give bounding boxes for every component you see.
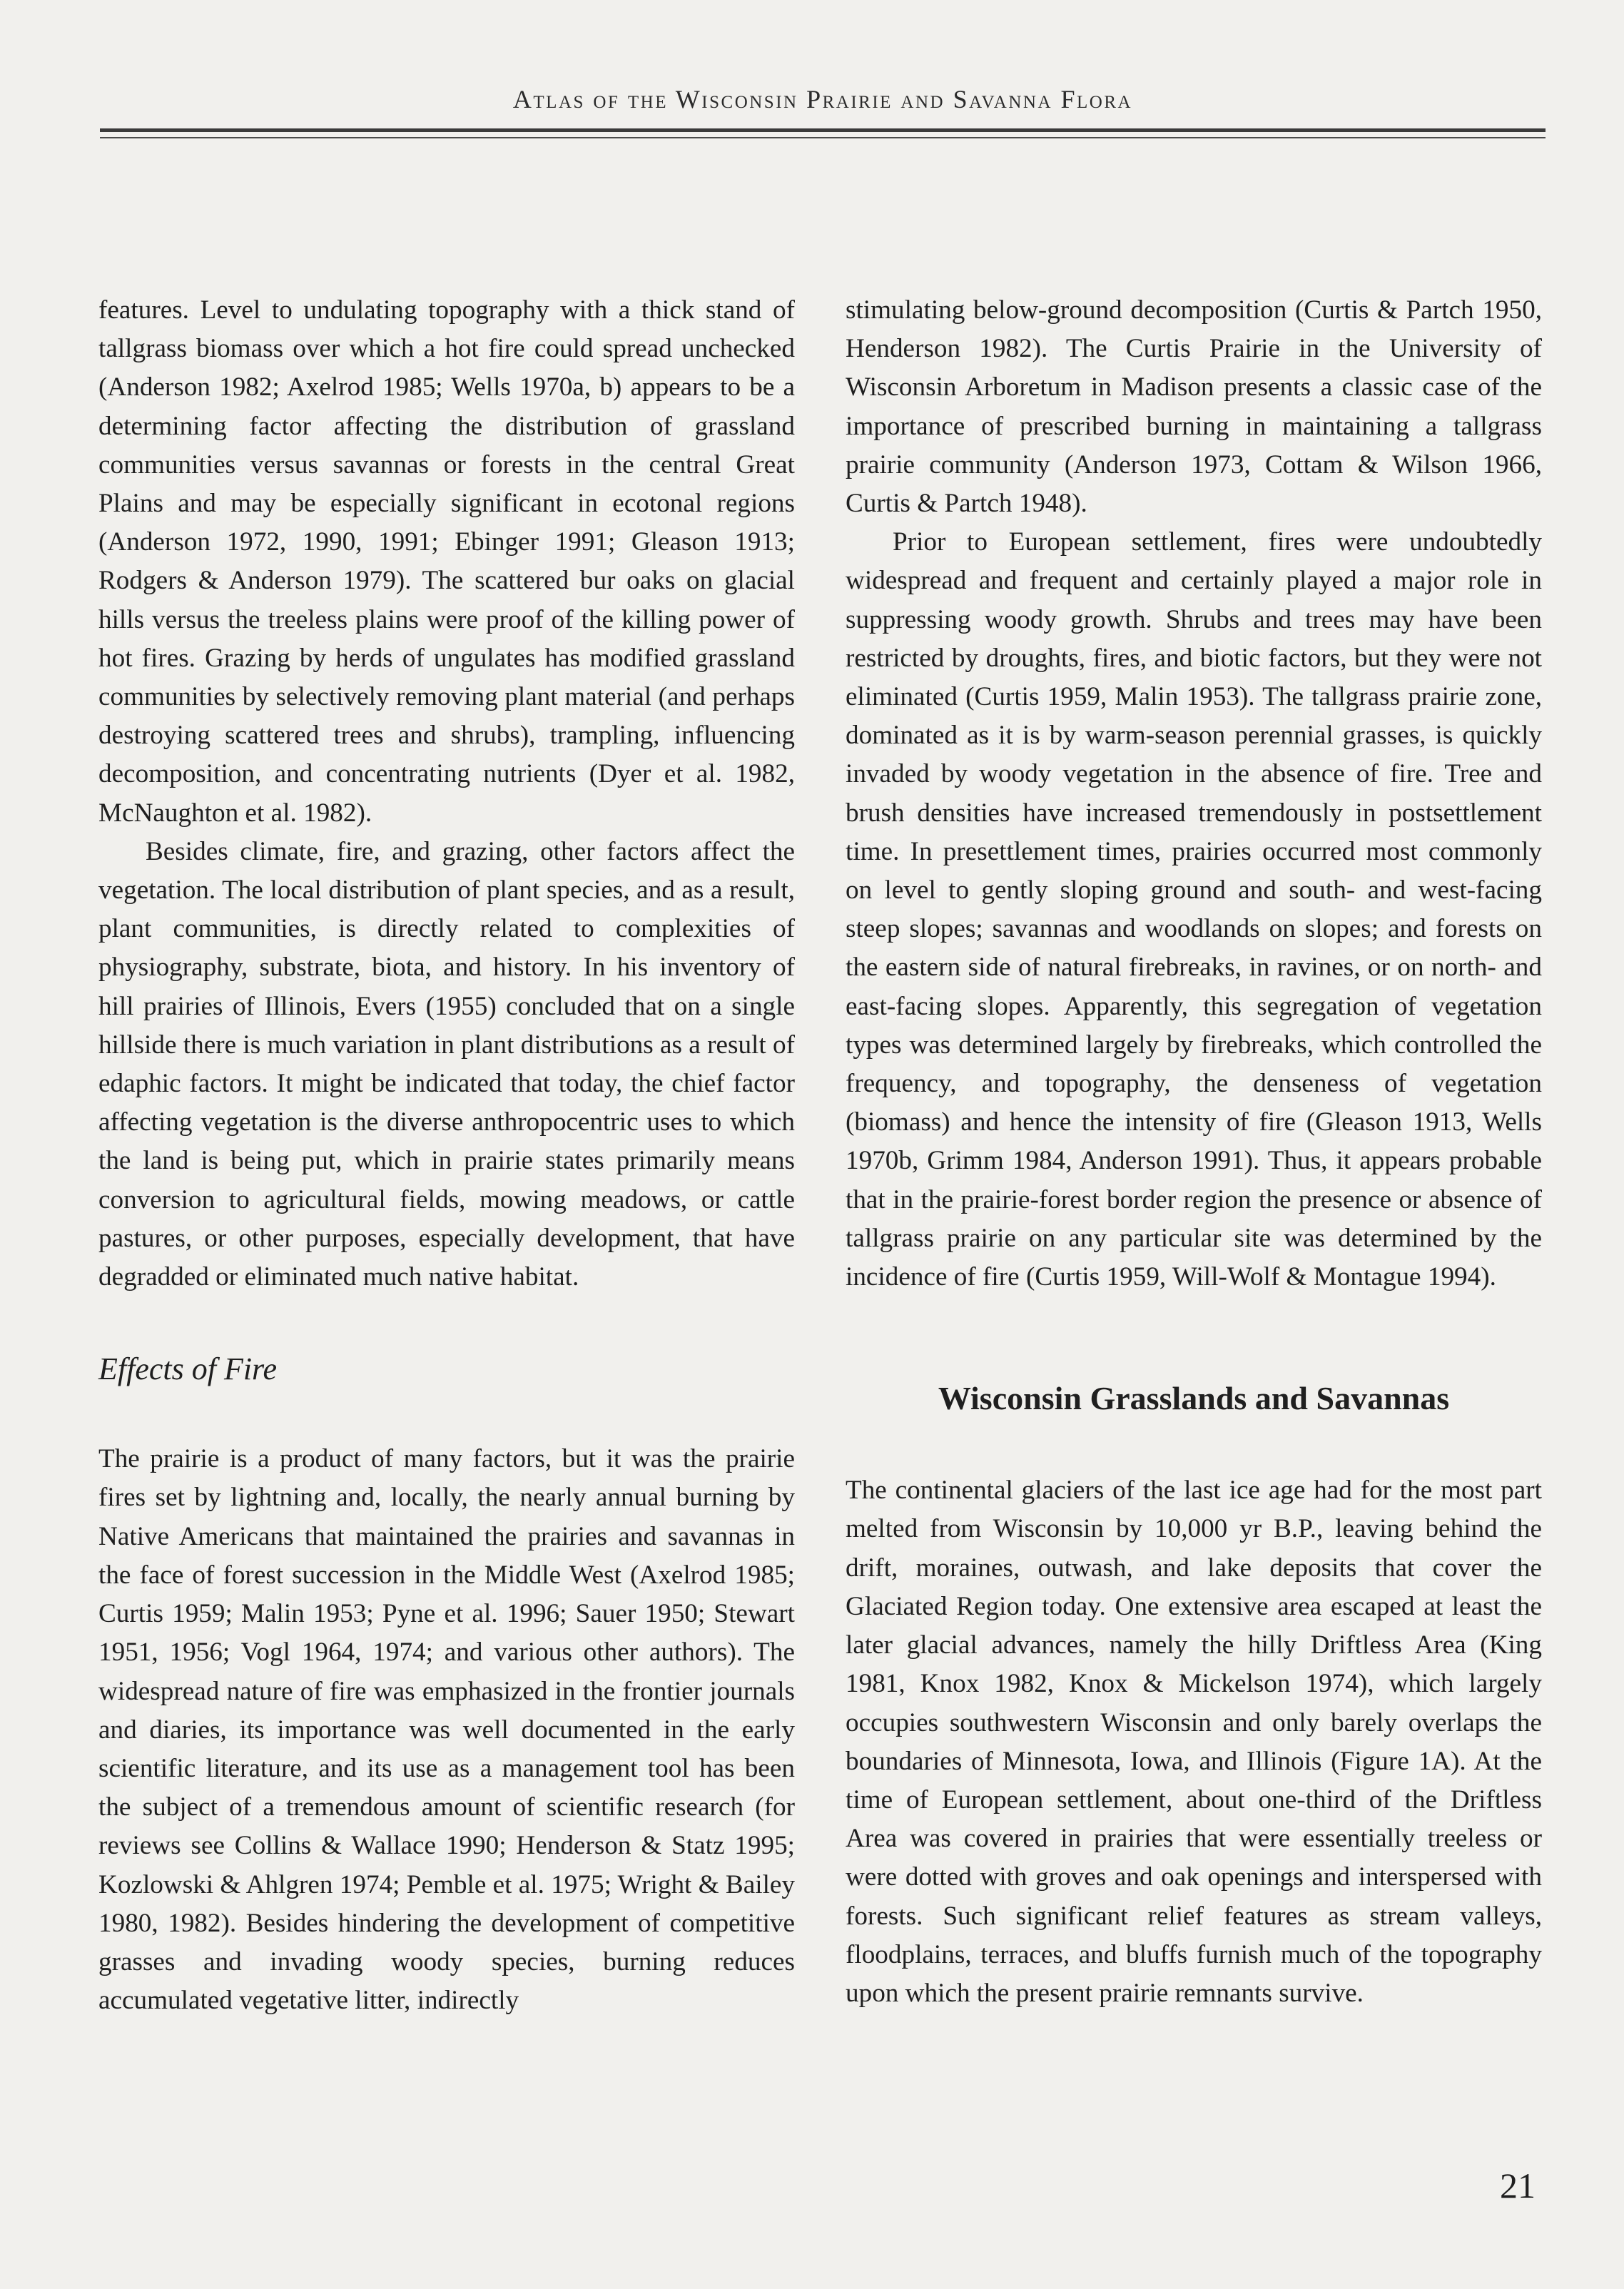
running-title: Atlas of the Wisconsin Prairie and Savanna Flora [512, 85, 1133, 113]
paragraph: Prior to European settlement, fires were undoubtedly widespread and frequent and certainly played a major role in suppressing woody growth. Shrubs and trees may have been restricted by droughts, fires, and biotic factors, but they were not eliminated (Curtis 1959, Malin 1953). The tallgrass prairie zone, dominated as it is by warm-season perennial grasses, is quickly invaded by woody vegetation in the absence of fire. Tree and brush densities have increased tremendously in postsettlement time. In presettlement times, prairies occurred most commonly on level to gently sloping ground and south- and west-facing steep slopes; savannas and woodlands on slopes; and forests on the eastern side of natural firebreaks, in ravines, or on north- and east-facing slopes. Apparently, this segregation of vegetation types was determined largely by firebreaks, which controlled the frequency, and topography, the denseness of vegetation (biomass) and hence the intensity of fire (Gleason 1913, Wells 1970b, Grimm 1984, Anderson 1991). Thus, it appears probable that in the prairie-forest border region the presence or absence of tallgrass prairie on any particular site was determined by the incidence of fire (Curtis 1959, Will-Wolf & Montague 1994). [846, 527, 1542, 1292]
right-column [846, 291, 1542, 2013]
header-rule-thick [100, 128, 1546, 132]
paragraph: stimulating below-ground decomposition (Curtis & Partch 1950, Henderson 1982). The Curtis Prairie in the University of Wisconsin Arboretum in Madison presents a classic case of the importance of prescribed burning in maintaining a tallgrass prairie community (Anderson 1973, Cottam & Wilson 1966, Curtis & Partch 1948). [846, 295, 1542, 519]
paragraph: Besides climate, fire, and grazing, other factors affect the vegetation. The local distribution of plant species, and as a result, plant communities, is directly related to complexities of physiography, substrate, biota, and history. In his inventory of hill prairies of Illinois, Evers (1955) concluded that on a single hillside there is much variation in plant distributions as a result of edaphic factors. It might be indicated that today, the chief factor affecting vegetation is the diverse anthropocentric uses to which the land is being put, which in prairie states primarily means conversion to agricultural fields, mowing meadows, or cattle pastures, or other purposes, especially development, that have degradded or eliminated much native habitat. [98, 836, 795, 1292]
paragraph: The prairie is a product of many factors, but it was the prairie fires set by lightning and, locally, the nearly annual burning by Native Americans that maintained the prairies and savannas in the face of forest succession in the Middle West (Axelrod 1985; Curtis 1959; Malin 1953; Pyne et al. 1996; Sauer 1950; Stewart 1951, 1956; Vogl 1964, 1974; and various other authors). The widespread nature of fire was emphasized in the frontier journals and diaries, its importance was well documented in the early scientific literature, and its use as a management tool has been the subject of a tremendous amount of scientific research (for reviews see Collins & Wallace 1990; Henderson & Statz 1995; Kozlowski & Ahlgren 1974; Pemble et al. 1975; Wright & Bailey 1980, 1982). Besides hindering the development of competitive grasses and invading woody species, burning reduces accumulated vegetative litter, indirectly [98, 1444, 795, 2016]
header-rule-thin [100, 137, 1546, 138]
page-number: 21 [1500, 2166, 1536, 2206]
paragraph: The continental glaciers of the last ice age had for the most part melted from Wisconsin by 10,000 yr B.P., leaving behind the drift, moraines, outwash, and lake deposits that cover the Glaciated Region today. One extensive area escaped at least the later glacial advances, namely the hilly Driftless Area (King 1981, Knox 1982, Knox & Mickelson 1974), which largely occupies southwestern Wisconsin and only barely overlaps the boundaries of Minnesota, Iowa, and Illinois (Figure 1A). At the time of European settlement, about one-third of the Driftless Area was covered in prairies that were essentially treeless or were dotted with groves and oak openings and interspersed with forests. Such significant relief features as stream valleys, floodplains, terraces, and bluffs furnish much of the topography upon which the present prairie remnants survive. [846, 1476, 1542, 2008]
paragraph: features. Level to undulating topography with a thick stand of tallgrass biomass over which a hot fire could spread unchecked (Anderson 1982; Axelrod 1985; Wells 1970a, b) appears to be a determining factor affecting the distribution of grassland communities versus savannas or forests in the central Great Plains and may be especially significant in ecotonal regions (Anderson 1972, 1990, 1991; Ebinger 1991; Gleason 1913; Rodgers & Anderson 1979). The scattered bur oaks on glacial hills versus the treeless plains were proof of the killing power of hot fires. Grazing by herds of ungulates has modified grassland communities by selectively removing plant material (and perhaps destroying scattered trees and shrubs), trampling, influencing decomposition, and concentrating nutrients (Dyer et al. 1982, McNaughton et al. 1982). [98, 295, 795, 828]
left-column [98, 291, 795, 2020]
subsection-heading: Effects of Fire [98, 1351, 278, 1387]
section-heading: Wisconsin Grasslands and Savannas [938, 1380, 1450, 1417]
